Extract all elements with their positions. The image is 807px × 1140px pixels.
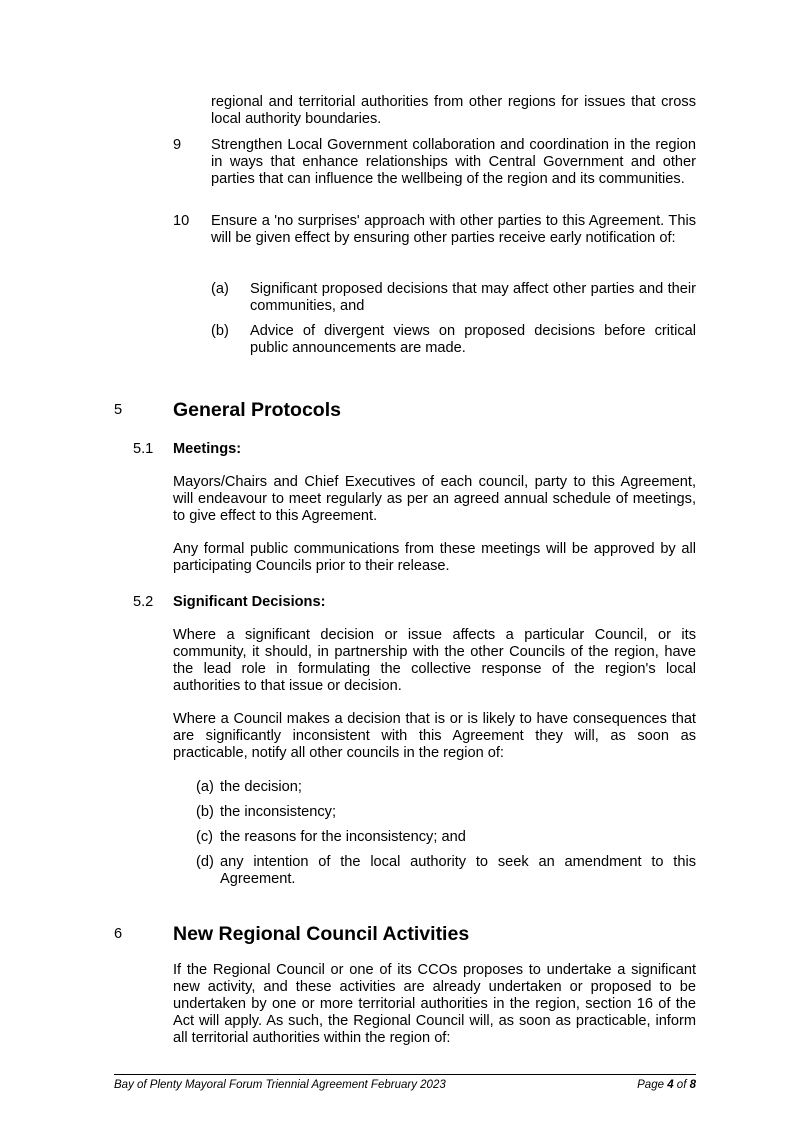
page-total: 8 xyxy=(689,1079,696,1091)
footer-title: Bay of Plenty Mayoral Forum Triennial Agreement February 2023 xyxy=(114,1079,446,1091)
list-item-label: (c) xyxy=(196,829,214,845)
footer-divider xyxy=(114,1074,696,1075)
list-item-text: the reasons for the inconsistency; and xyxy=(220,829,466,845)
paragraph: If the Regional Council or one of its CCOs proposes to undertake a significant new activity, and these activities are already undertaken or proposed to be undertaken by one or more territorial authorities in the region, section 16 of the Act will apply. As such, the Regional Council will, as soon as practicable, inform all territorial authorities within the region of: xyxy=(173,962,696,1046)
page-prefix: Page xyxy=(637,1079,668,1091)
page-number xyxy=(637,1078,696,1092)
list-item-label: (d) xyxy=(196,854,214,870)
page-of: of xyxy=(673,1079,690,1091)
list-item-label: (a) xyxy=(196,779,214,795)
subsection-heading: Significant Decisions: xyxy=(173,594,326,610)
paragraph: Mayors/Chairs and Chief Executives of each council, party to this Agreement, will endeavour to meet regularly as per an agreed annual schedule of meetings, to give effect to this Agreement. xyxy=(173,474,696,524)
list-item-text: the inconsistency; xyxy=(220,804,337,820)
sub-item-label: (a) xyxy=(211,281,229,297)
list-item-label: (b) xyxy=(196,804,214,820)
intro-continuation: regional and territorial authorities from other regions for issues that cross local authority boundaries. xyxy=(211,94,696,127)
section-number: 5 xyxy=(114,402,123,418)
item-number: 9 xyxy=(173,137,182,153)
sub-item-text: Significant proposed decisions that may affect other parties and their communities, and xyxy=(250,281,696,314)
paragraph: Where a significant decision or issue affects a particular Council, or its community, it should, in partnership with the other Councils of the region, have the lead role in formulating the collective response of the region's local authorities to that issue or decision. xyxy=(173,627,696,694)
sub-item-text: Advice of divergent views on proposed decisions before critical public announcements are made. xyxy=(250,323,696,356)
sub-item-label: (b) xyxy=(211,323,229,339)
section-heading: New Regional Council Activities xyxy=(173,923,470,945)
section-number: 6 xyxy=(114,926,123,942)
subsection-number: 5.1 xyxy=(133,441,154,457)
list-item-text: any intention of the local authority to seek an amendment to this Agreement. xyxy=(220,854,696,887)
paragraph: Any formal public communications from these meetings will be approved by all participating Councils prior to their release. xyxy=(173,541,696,574)
page-current: 4 xyxy=(667,1079,674,1091)
subsection-number: 5.2 xyxy=(133,594,154,610)
item-text: Ensure a 'no surprises' approach with other parties to this Agreement. This will be given effect by ensuring other parties receive early notification of: xyxy=(211,213,696,246)
paragraph: Where a Council makes a decision that is or is likely to have consequences that are significantly inconsistent with this Agreement they will, as soon as practicable, notify all other councils in the region of: xyxy=(173,711,696,761)
section-heading: General Protocols xyxy=(173,399,341,421)
item-text: Strengthen Local Government collaboration and coordination in the region in ways that enhance relationships with Central Government and other parties that can influence the wellbeing of the region and its communities. xyxy=(211,137,696,187)
item-number: 10 xyxy=(173,213,190,229)
subsection-heading: Meetings: xyxy=(173,441,242,457)
list-item-text: the decision; xyxy=(220,779,302,795)
